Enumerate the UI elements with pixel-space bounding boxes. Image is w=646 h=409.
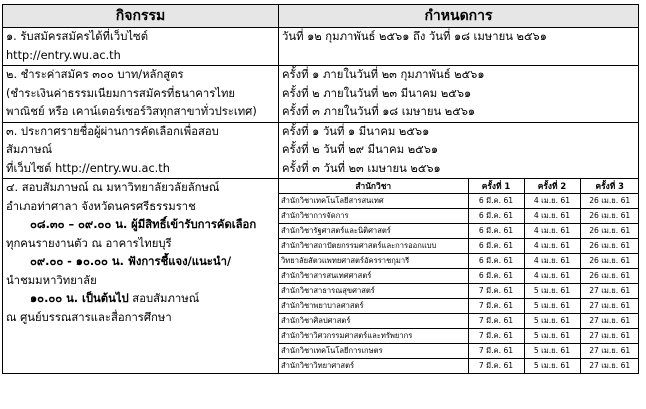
round-2-date: 4 เม.ย. 61 [524, 269, 580, 284]
text-line: ครั้งที่ ๒ วันที่ ๒๙ มีนาคม ๒๕๖๑ [282, 143, 439, 156]
schools-table-body [279, 194, 639, 374]
school-row [279, 344, 639, 359]
text-line [6, 290, 275, 309]
school-row [279, 239, 639, 254]
round-1-date: 6 มี.ค. 61 [468, 194, 524, 209]
round-2-date: 4 เม.ย. 61 [524, 254, 580, 269]
time-label: ๑๐.๐๐ น. เป็นต้นไป [30, 292, 129, 305]
round-3-date: 26 เม.ย. 61 [580, 269, 639, 284]
round-1-date: 6 มี.ค. 61 [468, 269, 524, 284]
text-line: พาณิชย์ หรือ เคาน์เตอร์เซอร์วิสทุกสาขาทั่วประเทศ) [6, 105, 257, 118]
round-3-date: 26 เม.ย. 61 [580, 254, 639, 269]
text-line: ๓. ประกาศรายชื่อผู้ผ่านการคัดเลือกเพื่อสอบ [6, 124, 219, 138]
table-row [3, 28, 639, 66]
school-row [279, 329, 639, 344]
schedule-cell [279, 28, 639, 66]
school-row [279, 299, 639, 314]
round-3-date: 27 เม.ย. 61 [580, 329, 639, 344]
schedule-cell [279, 122, 639, 179]
text-line: นำชมมหาวิทยาลัย [6, 273, 97, 287]
text-line: ณ ศูนย์บรรณสารและสื่อการศึกษา [6, 310, 172, 324]
school-name: สำนักวิชาเทคโนโลยีสารสนเทศ [279, 194, 468, 209]
round-1-date: 6 มี.ค. 61 [468, 239, 524, 254]
round-2-date: 5 เม.ย. 61 [524, 299, 580, 314]
school-row [279, 314, 639, 329]
text-line: ครั้งที่ ๓ วันที่ ๒๓ เมษายน ๒๕๖๑ [282, 161, 441, 175]
schedule-header: กำหนดการ [279, 5, 639, 28]
school-name: สำนักวิชาสาธารณสุขศาสตร์ [279, 284, 468, 299]
school-name: สำนักวิชาพยาบาลศาสตร์ [279, 299, 468, 314]
school-name: สำนักวิชาสารสนเทศศาสตร์ [279, 269, 468, 284]
round-2-date: 5 เม.ย. 61 [524, 344, 580, 359]
activity-cell [3, 66, 279, 123]
round-3-date: 26 เม.ย. 61 [580, 209, 639, 224]
round-3-date: 26 เม.ย. 61 [580, 239, 639, 254]
school-row [279, 194, 639, 209]
round-3-date: 27 เม.ย. 61 [580, 344, 639, 359]
round-3-date: 27 เม.ย. 61 [580, 299, 639, 314]
activity-header: กิจกรรม [3, 5, 279, 28]
school-name: วิทยาลัยสัตวแพทยศาสตร์อัครราชกุมารี [279, 254, 468, 269]
table-row [3, 179, 639, 374]
website-link[interactable]: ที่เว็บไซต์ http://entry.wu.ac.th [6, 161, 170, 175]
round-2-date: 4 เม.ย. 61 [524, 239, 580, 254]
text-line: วันที่ ๑๒ กุมภาพันธ์ ๒๕๖๑ ถึง วันที่ ๑๘ เมษายน ๒๕๖๑ [282, 30, 547, 43]
round-3-date: 26 เม.ย. 61 [580, 194, 639, 209]
text-fragment: สอบสัมภาษณ์ [128, 292, 200, 305]
text-line: ๐๘.๓๐ – ๐๙.๐๐ น. ผู้มีสิทธิ์เข้ารับการคัดเลือก [30, 218, 257, 231]
round-1-date: 7 มี.ค. 61 [468, 359, 524, 374]
round-1-date: 7 มี.ค. 61 [468, 344, 524, 359]
text-line: ๔. สอบสัมภาษณ์ ณ มหาวิทยาลัยวลัยลักษณ์ [6, 181, 220, 194]
school-name: สำนักวิชาสถาปัตยกรรมศาสตร์และการออกแบบ [279, 239, 468, 254]
round-1-date: 6 มี.ค. 61 [468, 224, 524, 239]
text-line: สัมภาษณ์ [6, 143, 53, 156]
school-name: สำนักวิชาการจัดการ [279, 209, 468, 224]
text-line: ครั้งที่ ๑ ภายในวันที่ ๒๓ กุมภาพันธ์ ๒๕๖๑ [282, 68, 485, 81]
school-name: สำนักวิชาวิศวกรรมศาสตร์และทรัพยากร [279, 329, 468, 344]
round-1-date: 7 มี.ค. 61 [468, 299, 524, 314]
school-row [279, 269, 639, 284]
text-line: ทุกคนรายงานตัว ณ อาคารไทยบุรี [6, 236, 172, 250]
round-2-date: 4 เม.ย. 61 [524, 209, 580, 224]
round-3-date: 27 เม.ย. 61 [580, 359, 639, 374]
round-2-date: 4 เม.ย. 61 [524, 194, 580, 209]
round-3-date: 27 เม.ย. 61 [580, 314, 639, 329]
activity-cell [3, 122, 279, 179]
text-line: (ชำระเงินค่าธรรมเนียมการสมัครที่ธนาคารไทย [6, 86, 236, 100]
table-row [3, 66, 639, 123]
round-2-date: 5 เม.ย. 61 [524, 314, 580, 329]
school-name: สำนักวิชารัฐศาสตร์และนิติศาสตร์ [279, 224, 468, 239]
text-line: ครั้งที่ ๑ วันที่ ๑ มีนาคม ๒๕๖๑ [282, 124, 430, 138]
schedule-cell [279, 179, 639, 374]
school-name: สำนักวิชาศิลปศาสตร์ [279, 314, 468, 329]
round-2-date: 5 เม.ย. 61 [524, 359, 580, 374]
round-2-date: 4 เม.ย. 61 [524, 224, 580, 239]
school-header: สำนักวิชา [279, 179, 468, 194]
school-row [279, 224, 639, 239]
round-3-header: ครั้งที่ 3 [580, 179, 639, 194]
school-row [279, 209, 639, 224]
round-3-date: 26 เม.ย. 61 [580, 224, 639, 239]
round-3-date: 27 เม.ย. 61 [580, 284, 639, 299]
round-1-header: ครั้งที่ 1 [468, 179, 524, 194]
round-2-header: ครั้งที่ 2 [524, 179, 580, 194]
header-row [3, 5, 639, 28]
activity-cell [3, 179, 279, 374]
text-line: ๐๙.๐๐ - ๑๐.๐๐ น. ฟังการชี้แจง/แนะนำ/ [30, 255, 232, 268]
school-row [279, 359, 639, 374]
school-row [279, 254, 639, 269]
schedule-cell [279, 66, 639, 123]
round-1-date: 6 มี.ค. 61 [468, 209, 524, 224]
school-row [279, 284, 639, 299]
school-name: สำนักวิชาวิทยาศาสตร์ [279, 359, 468, 374]
activity-cell [3, 28, 279, 66]
schools-header-row [279, 179, 639, 194]
round-1-date: 7 มี.ค. 61 [468, 314, 524, 329]
website-link[interactable]: http://entry.wu.ac.th [6, 48, 121, 62]
round-1-date: 7 มี.ค. 61 [468, 284, 524, 299]
school-name: สำนักวิชาเทคโนโลยีการเกษตร [279, 344, 468, 359]
text-line: อำเภอท่าศาลา จังหวัดนครศรีธรรมราช [6, 199, 196, 213]
round-2-date: 5 เม.ย. 61 [524, 284, 580, 299]
text-line: ๑. รับสมัครสมัครได้ที่เว็บไซต์ [6, 30, 149, 43]
text-line: ครั้งที่ ๓ ภายในวันที่ ๑๘ เมษายน ๒๕๖๑ [282, 105, 476, 118]
text-line: ครั้งที่ ๒ ภายในวันที่ ๒๓ มีนาคม ๒๕๖๑ [282, 86, 472, 100]
round-2-date: 5 เม.ย. 61 [524, 329, 580, 344]
table-row [3, 122, 639, 179]
schedule-table [2, 4, 639, 374]
round-1-date: 6 มี.ค. 61 [468, 254, 524, 269]
text-line: ๒. ชำระค่าสมัคร ๓๐๐ บาท/หลักสูตร [6, 68, 184, 81]
schools-table [279, 179, 639, 373]
round-1-date: 7 มี.ค. 61 [468, 329, 524, 344]
